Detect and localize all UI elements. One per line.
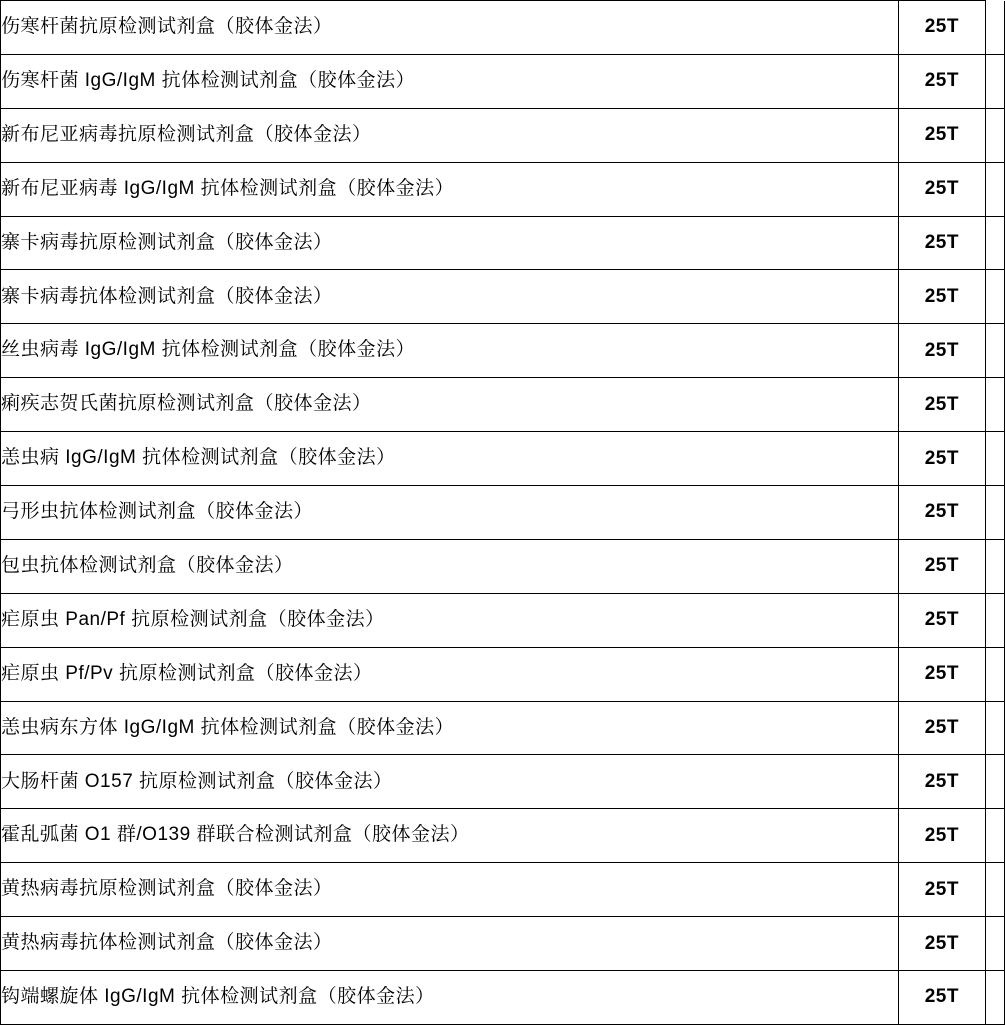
- product-spec-cell: 25T: [898, 270, 985, 324]
- product-name-cell: 疟原虫 Pf/Pv 抗原检测试剂盒（胶体金法）: [1, 647, 899, 701]
- table-row: [1, 1, 1005, 55]
- product-spec-cell: 25T: [898, 971, 985, 1025]
- product-spec-cell: 25T: [898, 324, 985, 378]
- page-edge-column: [985, 917, 1004, 971]
- product-name-cell: 钩端螺旋体 IgG/IgM 抗体检测试剂盒（胶体金法）: [1, 971, 899, 1025]
- page-edge-column: [985, 809, 1004, 863]
- page-edge-column: [985, 863, 1004, 917]
- table-row: [1, 486, 1005, 540]
- table-row: [1, 324, 1005, 378]
- page-edge-column: [985, 324, 1004, 378]
- page-edge-column: [985, 701, 1004, 755]
- product-spec-cell: 25T: [898, 701, 985, 755]
- product-spec-cell: 25T: [898, 917, 985, 971]
- product-spec-cell: 25T: [898, 216, 985, 270]
- product-name-cell: 痢疾志贺氏菌抗原检测试剂盒（胶体金法）: [1, 378, 899, 432]
- page-edge-column: [985, 755, 1004, 809]
- page-edge-column: [985, 54, 1004, 108]
- page-edge-column: [985, 971, 1004, 1025]
- page-edge-column: [985, 1, 1004, 55]
- product-name-cell: 恙虫病东方体 IgG/IgM 抗体检测试剂盒（胶体金法）: [1, 701, 899, 755]
- page-edge-column: [985, 216, 1004, 270]
- product-name-cell: 弓形虫抗体检测试剂盒（胶体金法）: [1, 486, 899, 540]
- table-row: [1, 755, 1005, 809]
- product-spec-cell: 25T: [898, 378, 985, 432]
- product-spec-cell: 25T: [898, 647, 985, 701]
- product-name-cell: 包虫抗体检测试剂盒（胶体金法）: [1, 539, 899, 593]
- product-spec-cell: 25T: [898, 863, 985, 917]
- product-name-cell: 伤寒杆菌抗原检测试剂盒（胶体金法）: [1, 1, 899, 55]
- page-edge-column: [985, 432, 1004, 486]
- table-row: [1, 539, 1005, 593]
- table-row: [1, 270, 1005, 324]
- product-name-cell: 黄热病毒抗体检测试剂盒（胶体金法）: [1, 917, 899, 971]
- product-name-cell: 霍乱弧菌 O1 群/O139 群联合检测试剂盒（胶体金法）: [1, 809, 899, 863]
- table-row: [1, 54, 1005, 108]
- table-row: [1, 701, 1005, 755]
- product-spec-cell: 25T: [898, 809, 985, 863]
- page-edge-column: [985, 539, 1004, 593]
- table-row: [1, 647, 1005, 701]
- product-name-cell: 寨卡病毒抗体检测试剂盒（胶体金法）: [1, 270, 899, 324]
- page-edge-column: [985, 108, 1004, 162]
- product-name-cell: 新布尼亚病毒 IgG/IgM 抗体检测试剂盒（胶体金法）: [1, 162, 899, 216]
- table-row: [1, 108, 1005, 162]
- product-spec-cell: 25T: [898, 1, 985, 55]
- table-row: [1, 971, 1005, 1025]
- page-edge-column: [985, 647, 1004, 701]
- product-spec-cell: 25T: [898, 755, 985, 809]
- product-spec-cell: 25T: [898, 54, 985, 108]
- product-name-cell: 黄热病毒抗原检测试剂盒（胶体金法）: [1, 863, 899, 917]
- page-edge-column: [985, 486, 1004, 540]
- product-spec-cell: 25T: [898, 486, 985, 540]
- page-edge-column: [985, 593, 1004, 647]
- product-name-cell: 丝虫病毒 IgG/IgM 抗体检测试剂盒（胶体金法）: [1, 324, 899, 378]
- table-row: [1, 162, 1005, 216]
- product-spec-cell: 25T: [898, 432, 985, 486]
- table-row: [1, 593, 1005, 647]
- table-row: [1, 809, 1005, 863]
- product-name-cell: 新布尼亚病毒抗原检测试剂盒（胶体金法）: [1, 108, 899, 162]
- table-row: [1, 432, 1005, 486]
- product-spec-cell: 25T: [898, 539, 985, 593]
- page-edge-column: [985, 270, 1004, 324]
- page-edge-column: [985, 378, 1004, 432]
- table-row: [1, 378, 1005, 432]
- page-edge-column: [985, 162, 1004, 216]
- product-name-cell: 疟原虫 Pan/Pf 抗原检测试剂盒（胶体金法）: [1, 593, 899, 647]
- product-spec-cell: 25T: [898, 108, 985, 162]
- table-row: [1, 917, 1005, 971]
- product-name-cell: 伤寒杆菌 IgG/IgM 抗体检测试剂盒（胶体金法）: [1, 54, 899, 108]
- product-name-cell: 恙虫病 IgG/IgM 抗体检测试剂盒（胶体金法）: [1, 432, 899, 486]
- product-spec-cell: 25T: [898, 162, 985, 216]
- product-name-cell: 大肠杆菌 O157 抗原检测试剂盒（胶体金法）: [1, 755, 899, 809]
- product-name-cell: 寨卡病毒抗原检测试剂盒（胶体金法）: [1, 216, 899, 270]
- product-spec-cell: 25T: [898, 593, 985, 647]
- table-body: [1, 1, 1005, 1025]
- table-row: [1, 863, 1005, 917]
- table-row: [1, 216, 1005, 270]
